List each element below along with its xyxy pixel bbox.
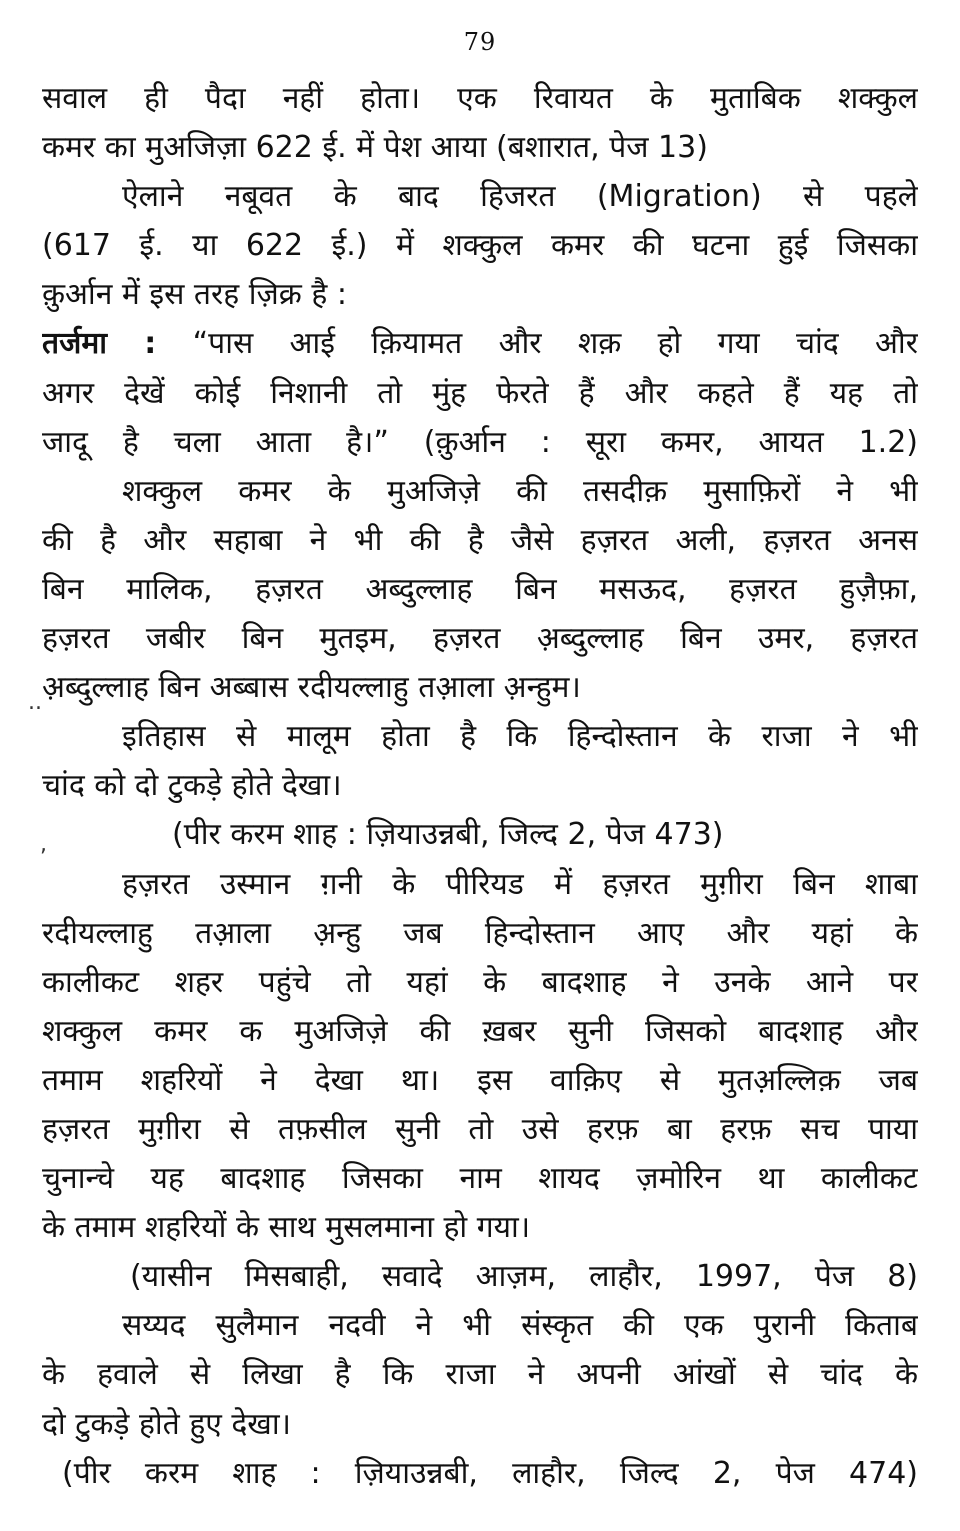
text-line-24: के तमाम शहरियों के साथ मुसलमाना हो गया। [42, 1210, 531, 1246]
citation-1: (पीर करम शाह : ज़ियाउन्नबी, जिल्द 2, पेज 473) [172, 817, 724, 853]
translation-label: तर्जमा : [42, 326, 157, 362]
text-line-10: की है और सहाबा ने भी की है जैसे हज़रत अली, हज़रत अनस [42, 522, 918, 558]
text-line-28: दो टुकड़े होते हुए देखा। [42, 1406, 291, 1442]
text-line-23: चुनान्चे यह बादशाह जिसका नाम शायद ज़मोरिन था कालीकट [42, 1161, 918, 1197]
text-line-8: जादू है चला आता है।” (क़ुर्आन : सूरा कमर, आयत 1.2) [42, 424, 918, 460]
scan-speck-comma: , [40, 832, 47, 857]
text-line-11: बिन मालिक, हज़रत अब्दुल्लाह बिन मसऊद, हज़रत हुज़ैफ़ा, [42, 571, 918, 607]
text-line-5: क़ुर्आन में इस तरह ज़िक्र है : [42, 277, 347, 313]
page-number: 79 [463, 28, 497, 56]
text-line-9: शक्कुल कमर के मुअजिज़े की तसदीक़ मुसाफ़िरों ने भी [122, 473, 918, 509]
page-body-text [42, 74, 918, 1498]
text-line-12: हज़रत जबीर बिन मुतइम, हज़रत अ़ब्दुल्लाह बिन उमर, हज़रत [42, 621, 918, 657]
text-line-26: सय्यद सुलैमान नदवी ने भी संस्कृत की एक पुरानी किताब [122, 1308, 918, 1344]
text-line-17: हज़रत उस्मान ग़नी के पीरियड में हज़रत मुग़ीरा बिन शाबा [122, 866, 918, 902]
text-line-18: रदीयल्लाहु तआ़ला अ़न्हु जब हिन्दोस्तान आए और यहां के [42, 915, 918, 951]
text-line-27: के हवाले से लिखा है कि राजा ने अपनी आंखों से चांद के [42, 1357, 918, 1393]
text-line-7: अगर देखें कोई निशानी तो मुंह फेरते हैं और कहते हैं यह तो [42, 375, 918, 411]
text-line-2: कमर का मुअजिज़ा 622 ई. में पेश आया (बशारात, पेज 13) [42, 130, 708, 166]
citation-3: (पीर करम शाह : ज़ियाउन्नबी, लाहौर, जिल्द 2, पेज 474) [62, 1455, 918, 1491]
scan-speck-dots: .. [28, 690, 42, 715]
text-line-20: शक्कुल कमर क मुअजिज़े की ख़बर सुनी जिसको बादशाह और [42, 1013, 918, 1049]
text-line-14: इतिहास से मालूम होता है कि हिन्दोस्तान के राजा ने भी [122, 719, 918, 755]
translation-text: “पास आई क़ियामत और शक़ हो गया चांद और [156, 326, 918, 362]
text-line-21: तमाम शहरियों ने देखा था। इस वाक़िए से मुतअ़ल्लिक़ जब [42, 1062, 918, 1098]
text-line-1: सवाल ही पैदा नहीं होता। एक रिवायत के मुताबिक शक्कुल [42, 81, 918, 116]
text-line-3: ऐलाने नबूवत के बाद हिजरत (Migration) से पहले [122, 179, 918, 215]
translation-line [42, 319, 918, 368]
text-line-4: (617 ई. या 622 ई.) में शक्कुल कमर की घटना हुई जिसका [42, 228, 918, 264]
text-line-19: कालीकट शहर पहुंचे तो यहां के बादशाह ने उनके आने पर [42, 964, 918, 1000]
text-line-22: हज़रत मुग़ीरा से तफ़सील सुनी तो उसे हरफ़ बा हरफ़ सच पाया [42, 1111, 918, 1147]
text-line-15: चांद को दो टुकड़े होते देखा। [42, 768, 342, 804]
citation-2: (यासीन मिसबाही, सवादे आज़म, लाहौर, 1997, पेज 8) [130, 1259, 918, 1295]
text-line-13: अ़ब्दुल्लाह बिन अब्बास रदीयल्लाहु तआ़ला अ़न्हुम। [42, 670, 581, 706]
